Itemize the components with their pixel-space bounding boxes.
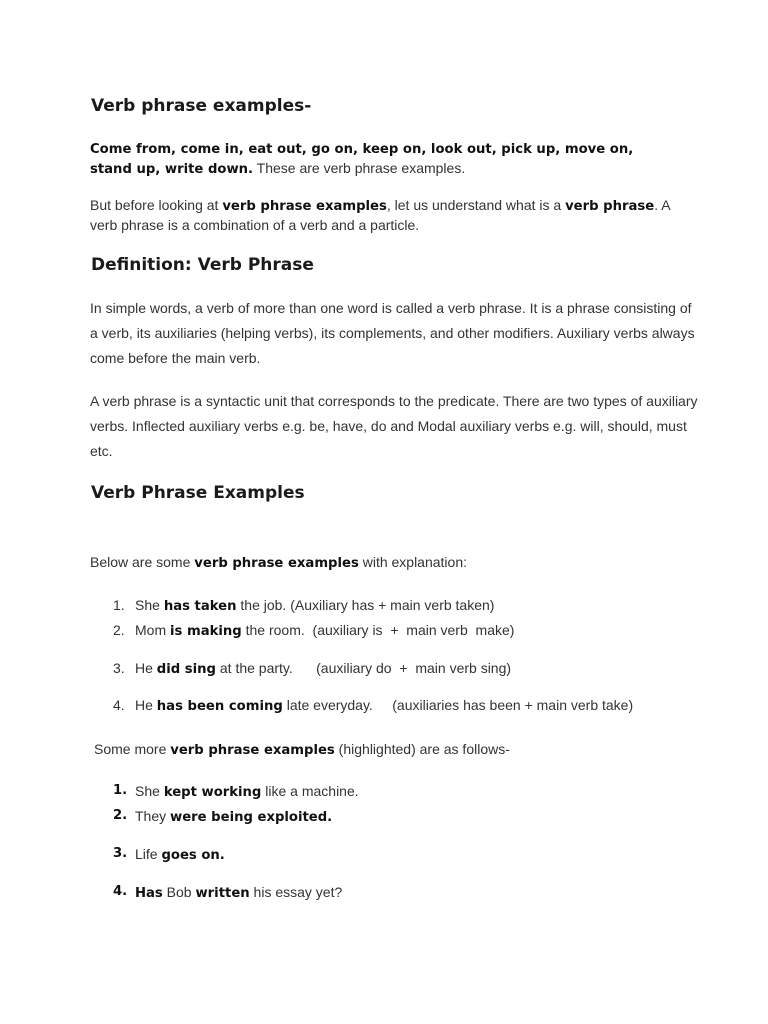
- list-item: [135, 659, 511, 679]
- before-paragraph: [90, 196, 690, 234]
- list-number: 3.: [113, 846, 128, 861]
- item-text-rest: like a machine.: [261, 783, 359, 799]
- item-text: Mom: [135, 622, 170, 638]
- list-item: [135, 696, 633, 716]
- item-verb-phrase: were being exploited.: [170, 810, 333, 825]
- item-text: Bob: [162, 884, 196, 900]
- lead-text-2: with explanation:: [358, 554, 468, 570]
- item-text: Life: [135, 846, 162, 862]
- item-explanation: the job. (Auxiliary has + main verb taken): [236, 597, 495, 613]
- examples-lead: [90, 553, 690, 573]
- list-number: 1.: [113, 783, 128, 798]
- item-verb-phrase: kept working: [163, 785, 262, 800]
- intro-paragraph: [90, 139, 670, 179]
- item-text: He: [135, 697, 157, 713]
- item-explanation: late everyday. (auxiliaries has been + main verb take): [282, 697, 634, 713]
- list-item: [135, 782, 359, 802]
- item-explanation: at the party. (auxiliary do + main verb sing): [216, 660, 512, 676]
- list-item: [135, 845, 225, 865]
- lead-text-1: Below are some: [90, 554, 195, 570]
- more-text-1: Some more: [94, 741, 171, 757]
- item-verb-phrase: goes on.: [161, 848, 225, 863]
- list-item: [135, 621, 514, 641]
- list-number: 2.: [113, 808, 128, 823]
- list-number: 1.: [113, 597, 125, 613]
- intro-bold-phrases: Come from, come in, eat out, go on, keep on, look out, pick up, move on, stand up, write down.: [90, 142, 634, 177]
- before-bold-1: verb phrase examples: [222, 199, 387, 214]
- item-text: She: [135, 783, 164, 799]
- item-text-rest: his essay yet?: [249, 884, 343, 900]
- item-text: She: [135, 597, 164, 613]
- more-text-2: (highlighted) are as follows-: [334, 741, 510, 757]
- before-text-2: , let us understand what is a: [386, 197, 566, 213]
- definition-paragraph-2: A verb phrase is a syntactic unit that corresponds to the predicate. There are two types of auxiliary verbs. Inflected auxiliary verbs e.g. be, have, do and Modal auxiliary verbs e.g. will, should, must etc.: [90, 393, 698, 459]
- page-title: Verb phrase examples-: [91, 96, 312, 116]
- list-item: [135, 807, 332, 827]
- list-number: 4.: [113, 697, 125, 713]
- list-item: [135, 596, 494, 616]
- before-text-1: But before looking at: [90, 197, 223, 213]
- item-explanation: the room. (auxiliary is + main verb make): [241, 622, 515, 638]
- item-verb-phrase-2: written: [195, 886, 250, 901]
- list-number: 2.: [113, 622, 125, 638]
- list-number: 3.: [113, 660, 125, 676]
- item-text: He: [135, 660, 157, 676]
- list-number: 4.: [113, 884, 128, 899]
- before-text-3: . A verb phrase is a combination of a verb and a particle.: [90, 197, 670, 233]
- item-verb-phrase: did sing: [156, 662, 216, 677]
- more-examples-lead: [94, 740, 694, 760]
- item-verb-phrase: Has: [135, 886, 163, 901]
- before-bold-2: verb phrase: [565, 199, 655, 214]
- definition-heading: Definition: Verb Phrase: [91, 255, 314, 275]
- item-verb-phrase: has taken: [163, 599, 237, 614]
- intro-rest: These are verb phrase examples.: [253, 160, 466, 176]
- examples-heading: Verb Phrase Examples: [91, 483, 305, 503]
- definition-paragraph-1: In simple words, a verb of more than one word is called a verb phrase. It is a phrase consisting of a verb, its auxiliaries (helping verbs), its complements, and other modifiers. Auxiliary verbs always come before the main verb.: [90, 300, 695, 366]
- lead-bold: verb phrase examples: [194, 556, 359, 571]
- item-text: They: [135, 808, 171, 824]
- more-bold: verb phrase examples: [170, 743, 335, 758]
- item-verb-phrase: has been coming: [156, 699, 283, 714]
- item-verb-phrase: is making: [170, 624, 242, 639]
- list-item: [135, 883, 342, 903]
